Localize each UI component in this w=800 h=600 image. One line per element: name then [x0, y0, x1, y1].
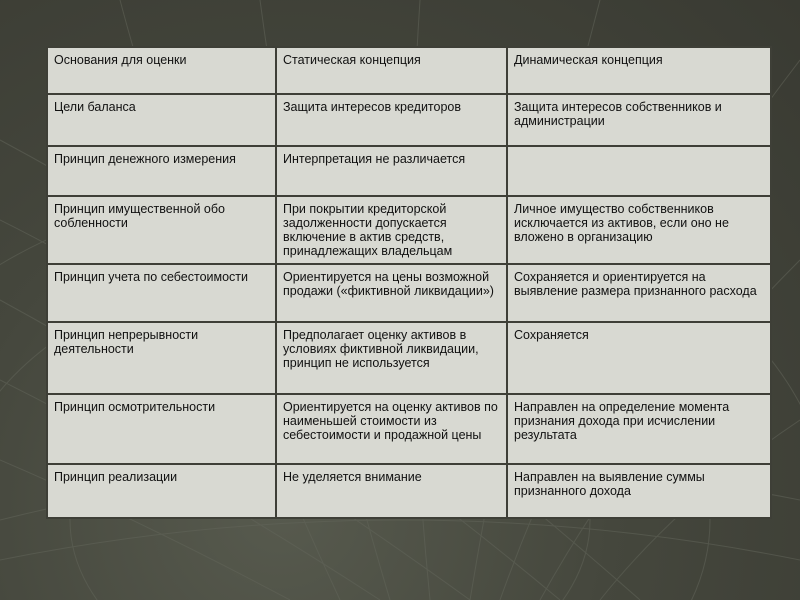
table-row	[47, 394, 771, 464]
table-cell: Интерпретация не различается	[276, 146, 507, 196]
table-row	[47, 264, 771, 322]
table-cell: При покрытии кредиторской задолженности допускается включение в актив средств, принадлежащих владельцам	[276, 196, 507, 264]
table-cell: Принцип непрерывности деятельности	[47, 322, 276, 394]
table-row	[47, 94, 771, 146]
table-cell: Защита интересов кредиторов	[276, 94, 507, 146]
table-cell	[507, 146, 771, 196]
header-cell-static: Статическая концепция	[276, 47, 507, 94]
table-cell: Принцип имущественной обо собленности	[47, 196, 276, 264]
table-cell: Ориентируется на оценку активов по наименьшей стоимости из себестоимости и продажной цены	[276, 394, 507, 464]
table-cell: Принцип осмотрительности	[47, 394, 276, 464]
table-cell: Направлен на выявление суммы признанного дохода	[507, 464, 771, 518]
header-cell-basis: Основания для оценки	[47, 47, 276, 94]
table-cell: Принцип денежного измерения	[47, 146, 276, 196]
table-cell: Защита интересов собственников и администрации	[507, 94, 771, 146]
comparison-table	[46, 46, 772, 519]
table-row	[47, 464, 771, 518]
table-row	[47, 146, 771, 196]
table-cell: Цели баланса	[47, 94, 276, 146]
table-cell: Не уделяется внимание	[276, 464, 507, 518]
table-cell: Направлен на определение момента признания дохода при исчислении результата	[507, 394, 771, 464]
table-cell: Принцип учета по себестоимости	[47, 264, 276, 322]
table-cell: Предполагает оценку активов в условиях фиктивной ликвидации, принцип не используется	[276, 322, 507, 394]
table-row	[47, 322, 771, 394]
table-cell: Принцип реализации	[47, 464, 276, 518]
table-row	[47, 196, 771, 264]
table-cell: Личное имущество собственников исключается из активов, если оно не вложено в организацию	[507, 196, 771, 264]
table-header-row	[47, 47, 771, 94]
table-cell: Сохраняется	[507, 322, 771, 394]
table-cell: Ориентируется на цены возможной продажи («фиктивной ликвидации»)	[276, 264, 507, 322]
header-cell-dynamic: Динамическая концепция	[507, 47, 771, 94]
table-cell: Сохраняется и ориентируется на выявление размера признанного расхода	[507, 264, 771, 322]
